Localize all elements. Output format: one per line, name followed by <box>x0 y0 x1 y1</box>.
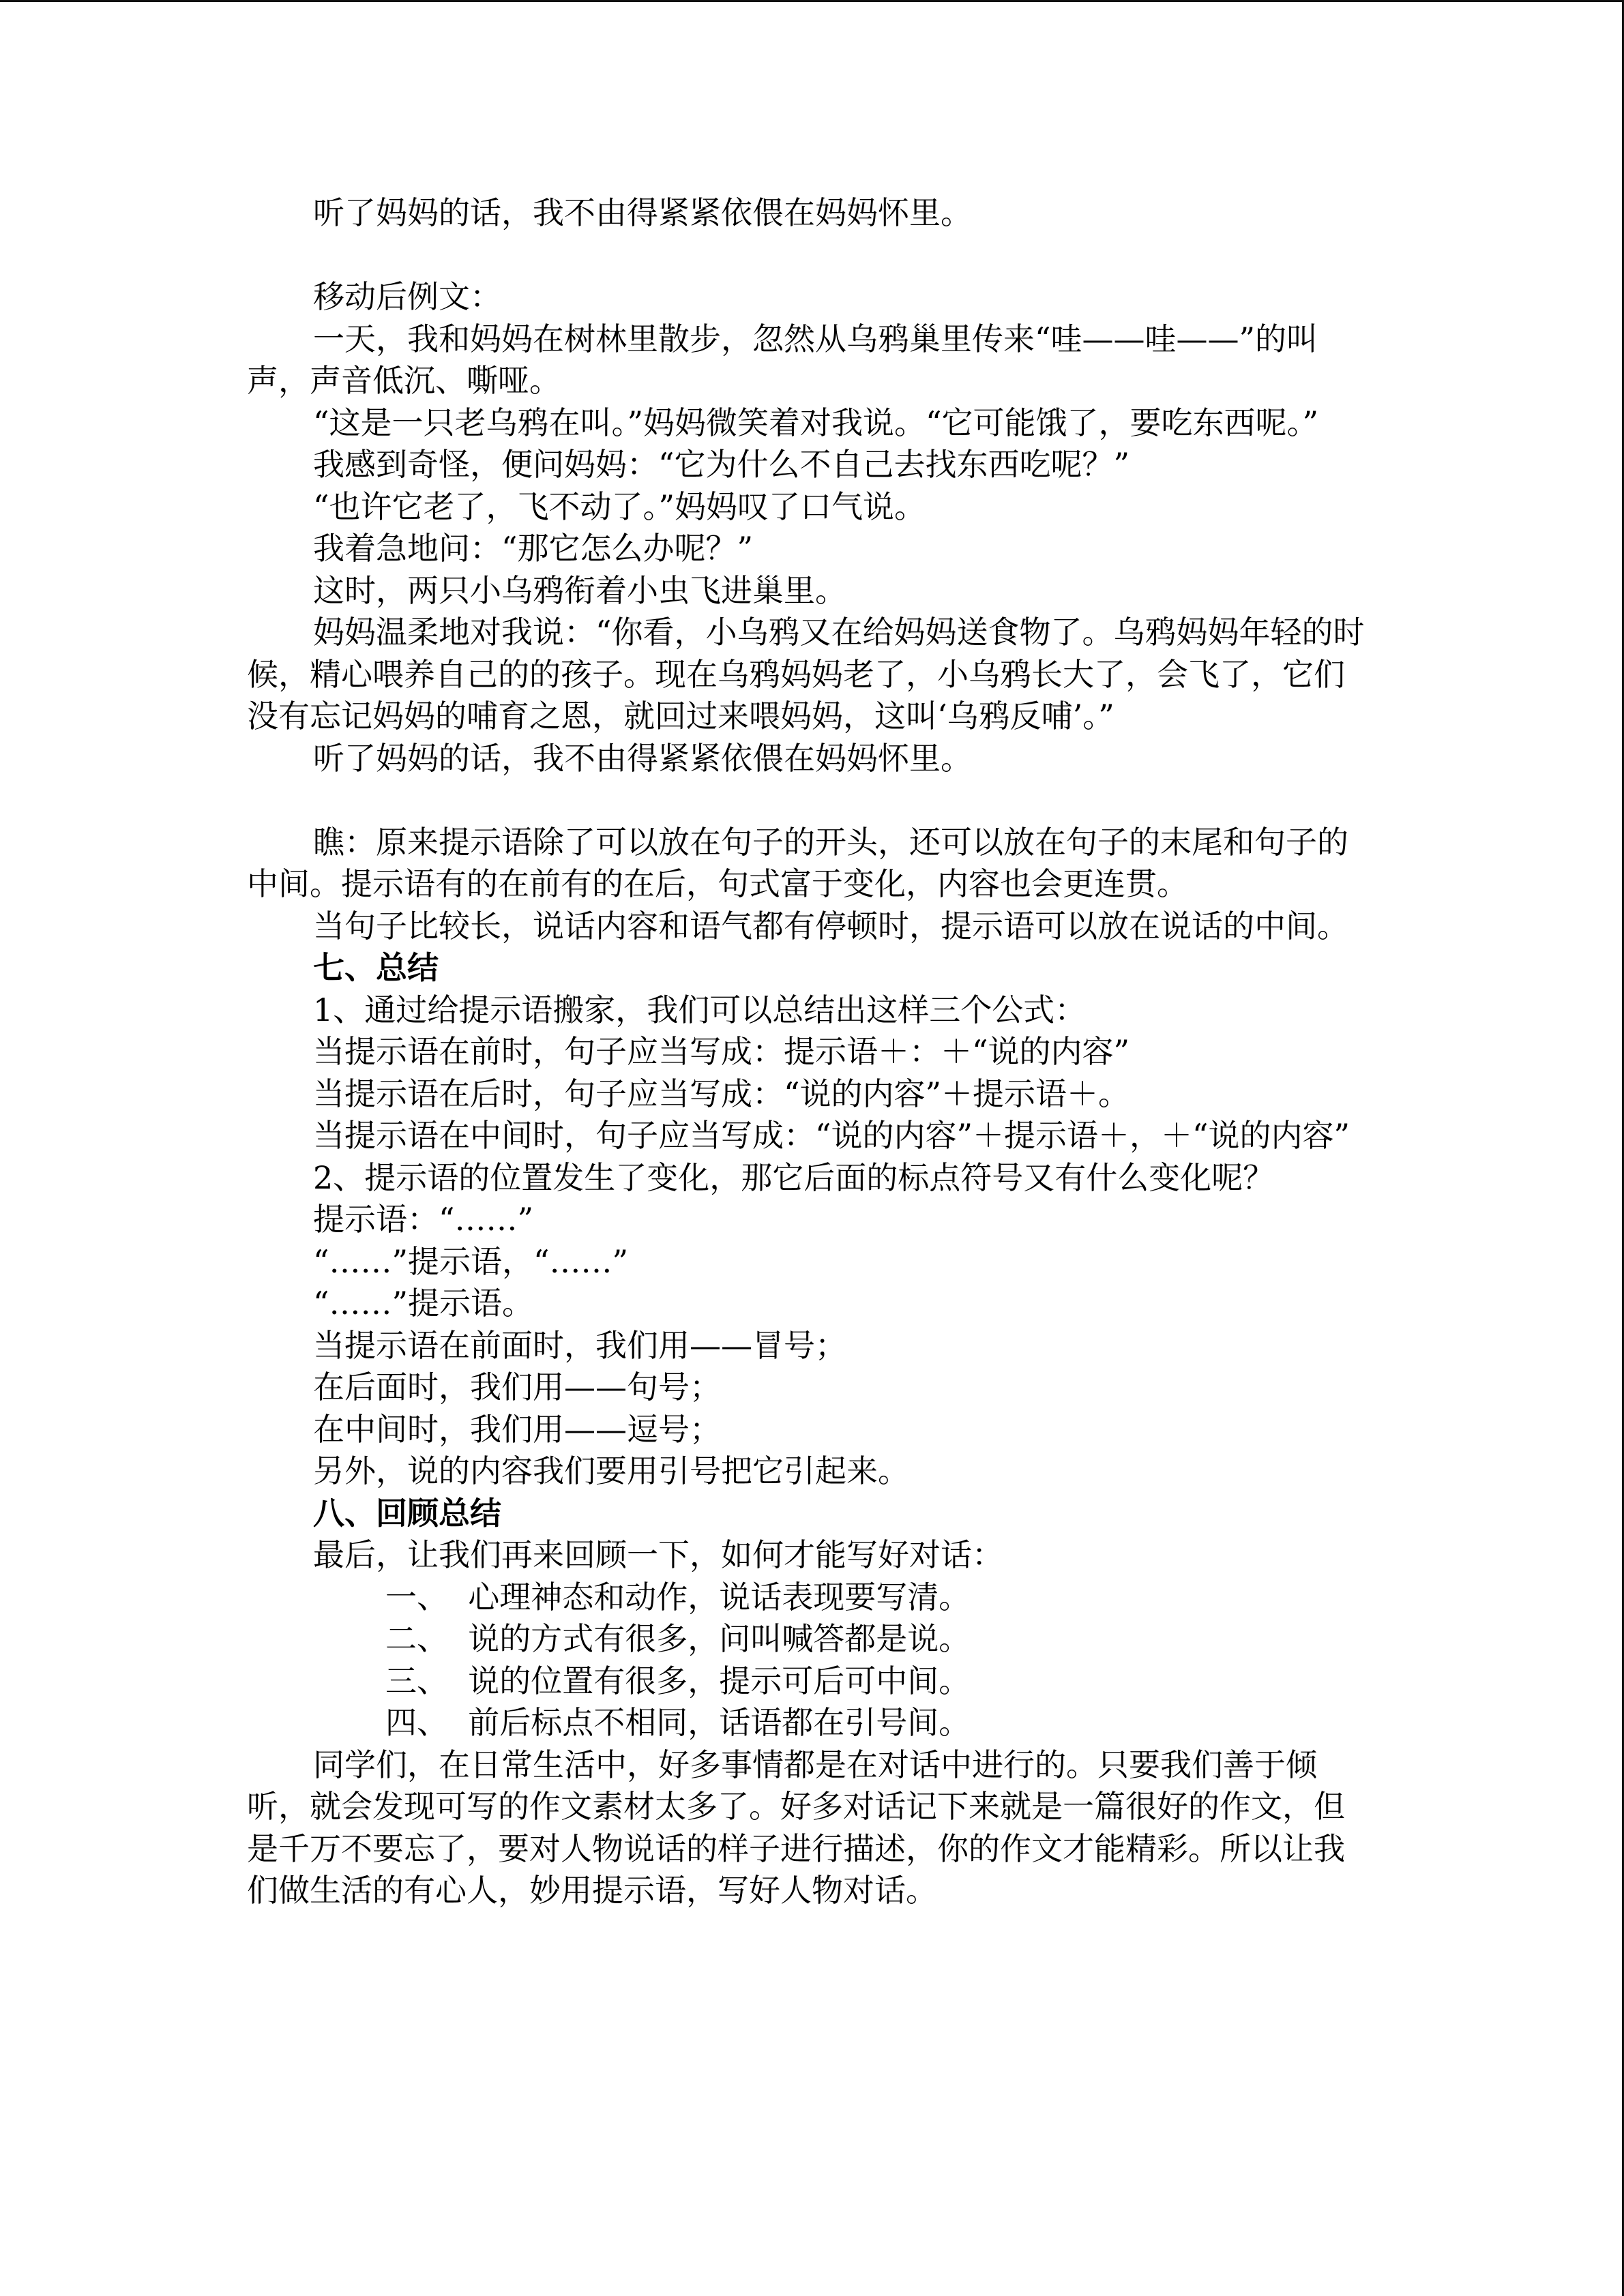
section-heading: 八、回顾总结 <box>313 1494 501 1532</box>
paragraph: 提示语：“……” <box>313 1201 534 1238</box>
list-item: 三、 说的位置有很多，提示可后可中间。 <box>385 1662 971 1699</box>
list-item: 四、 前后标点不相同，话语都在引号间。 <box>385 1704 971 1741</box>
paragraph: 当提示语在前时，句子应当写成：提示语＋：＋“说的内容” <box>313 1033 1130 1070</box>
paragraph: 在中间时，我们用——逗号； <box>313 1410 721 1448</box>
paragraph: 这时，两只小乌鸦衔着小虫飞进巢里。 <box>313 571 846 609</box>
paragraph: 当提示语在前面时，我们用——冒号； <box>313 1326 846 1364</box>
paragraph: 2、提示语的位置发生了变化，那它后面的标点符号又有什么变化呢？ <box>313 1159 1275 1196</box>
blank-line <box>247 235 1365 277</box>
paragraph: 当句子比较长，说话内容和语气都有停顿时，提示语可以放在说话的中间。 <box>313 907 1348 944</box>
paragraph: 最后，让我们再来回顾一下，如何才能写好对话： <box>313 1536 1003 1573</box>
paragraph: 移动后例文： <box>313 278 501 315</box>
document-page <box>247 192 1365 1912</box>
paragraph: 我感到奇怪，便问妈妈：“它为什么不自己去找东西吃呢？” <box>313 446 1130 483</box>
section-heading: 七、总结 <box>313 949 439 986</box>
paragraph: 听了妈妈的话，我不由得紧紧依偎在妈妈怀里。 <box>313 194 972 231</box>
paragraph: 妈妈温柔地对我说：“你看，小乌鸦又在给妈妈送食物了。乌鸦妈妈年轻的时候，精心喂养自己的的孩子。现在乌鸦妈妈老了，小乌鸦长大了，会飞了，它们没有忘记妈妈的哺育之恩，就回过来喂妈妈，这叫‘乌鸦反哺’。” <box>247 614 1365 734</box>
paragraph: 当提示语在后时，句子应当写成：“说的内容”＋提示语＋。 <box>313 1075 1130 1112</box>
paragraph: 当提示语在中间时，句子应当写成：“说的内容”＋提示语＋，＋“说的内容” <box>313 1117 1350 1154</box>
paragraph: 在后面时，我们用——句号； <box>313 1369 721 1405</box>
paragraph: 1、通过给提示语搬家，我们可以总结出这样三个公式： <box>313 991 1087 1028</box>
paragraph: 瞧：原来提示语除了可以放在句子的开头，还可以放在句子的末尾和句子的中间。提示语有的在前有的在后，句式富于变化，内容也会更连贯。 <box>247 823 1348 902</box>
list-item: 二、 说的方式有很多，问叫喊答都是说。 <box>385 1620 971 1657</box>
paragraph: “……”提示语。 <box>313 1285 534 1322</box>
list-item: 一、 心理神态和动作，说话表现要写清。 <box>385 1578 971 1615</box>
paragraph: “也许它老了，飞不动了。”妈妈叹了口气说。 <box>313 488 926 525</box>
paragraph: 另外，说的内容我们要用引号把它引起来。 <box>313 1452 909 1489</box>
page-border-top <box>0 0 1624 2</box>
paragraph: 一天，我和妈妈在树林里散步，忽然从乌鸦巢里传来“哇——哇——”的叫声，声音低沉、嘶哑。 <box>247 320 1318 399</box>
paragraph: 我着急地问：“那它怎么办呢？” <box>313 530 754 567</box>
blank-line <box>247 779 1365 822</box>
paragraph: 同学们，在日常生活中，好多事情都是在对话中进行的。只要我们善于倾听，就会发现可写的作文素材太多了。好多对话记下来就是一篇很好的作文，但是千万不要忘了，要对人物说话的样子进行描述，你的作文才能精彩。所以让我们做生活的有心人，妙用提示语，写好人物对话。 <box>247 1746 1345 1909</box>
paragraph: “……”提示语，“……” <box>313 1242 629 1280</box>
paragraph: “这是一只老乌鸦在叫。”妈妈微笑着对我说。“它可能饿了，要吃东西呢。” <box>313 404 1319 441</box>
paragraph: 听了妈妈的话，我不由得紧紧依偎在妈妈怀里。 <box>313 739 972 777</box>
